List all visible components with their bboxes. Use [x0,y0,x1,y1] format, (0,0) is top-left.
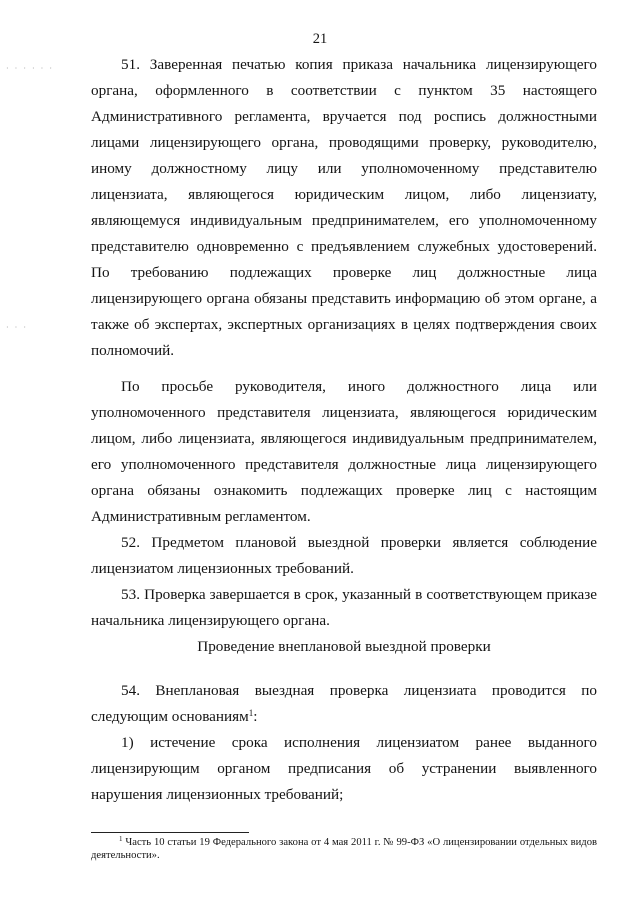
section-heading: Проведение внеплановой выездной проверки [197,638,491,655]
paragraph-51-continued: По просьбе руководителя, иного должностного лица или уполномоченного представителя лицензиата, являющегося юридическим лицом, либо лицензиата, являющегося индивидуальным предпринимателем, его уполномоченного представителя должностные лица лицензирующего органа обязаны ознакомить подлежащих проверке лиц с настоящим Административным регламентом. [91,378,597,525]
page-number: 21 [312,31,328,47]
footnote-text: Часть 10 статьи 19 Федерального закона от 4 мая 2011 г. № 99-ФЗ «О лицензировании отдельных видов деятельности». [91,837,597,861]
footnote-separator [91,832,249,833]
paragraph-52: 52. Предметом плановой выездной проверки является соблюдение лицензиатом лицензионных требований. [91,534,597,577]
paragraph-54-item-1: 1) истечение срока исполнения лицензиатом ранее выданного лицензирующим органом предписания об устранении выявленного нарушения лицензионных требований; [91,734,597,803]
footnote-reference: 1 [248,708,254,718]
paragraph-54-colon: : [253,708,258,725]
document-body [91,52,597,808]
scan-margin-mark: · · · · · · [6,64,54,73]
scan-margin-mark: · · · [6,323,28,332]
footnote [91,836,597,862]
paragraph-54 [91,678,597,730]
paragraph-53: 53. Проверка завершается в срок, указанный в соответствующем приказе начальника лицензирующего органа. [91,586,597,629]
footnote-marker: 1 [119,835,123,843]
paragraph-54-text: 54. Внеплановая выездная проверка лицензиата проводится по следующим основаниям [91,682,597,725]
paragraph-51: 51. Заверенная печатью копия приказа начальника лицензирующего органа, оформленного в соответствии с пунктом 35 настоящего Административного регламента, вручается под роспись должностными лицами лицензирующего органа, проводящими проверку, руководителю, иному должностному лицу или уполномоченному представителю лицензиата, являющегося юридическим лицом, либо лицензиату, являющемуся индивидуальным предпринимателем, его уполномоченному представителю одновременно с предъявлением служебных удостоверений. По требованию подлежащих проверке лиц должностные лица лицензирующего органа обязаны представить информацию об этом органе, а также об экспертах, экспертных организациях в целях подтверждения своих полномочий. [91,56,597,359]
